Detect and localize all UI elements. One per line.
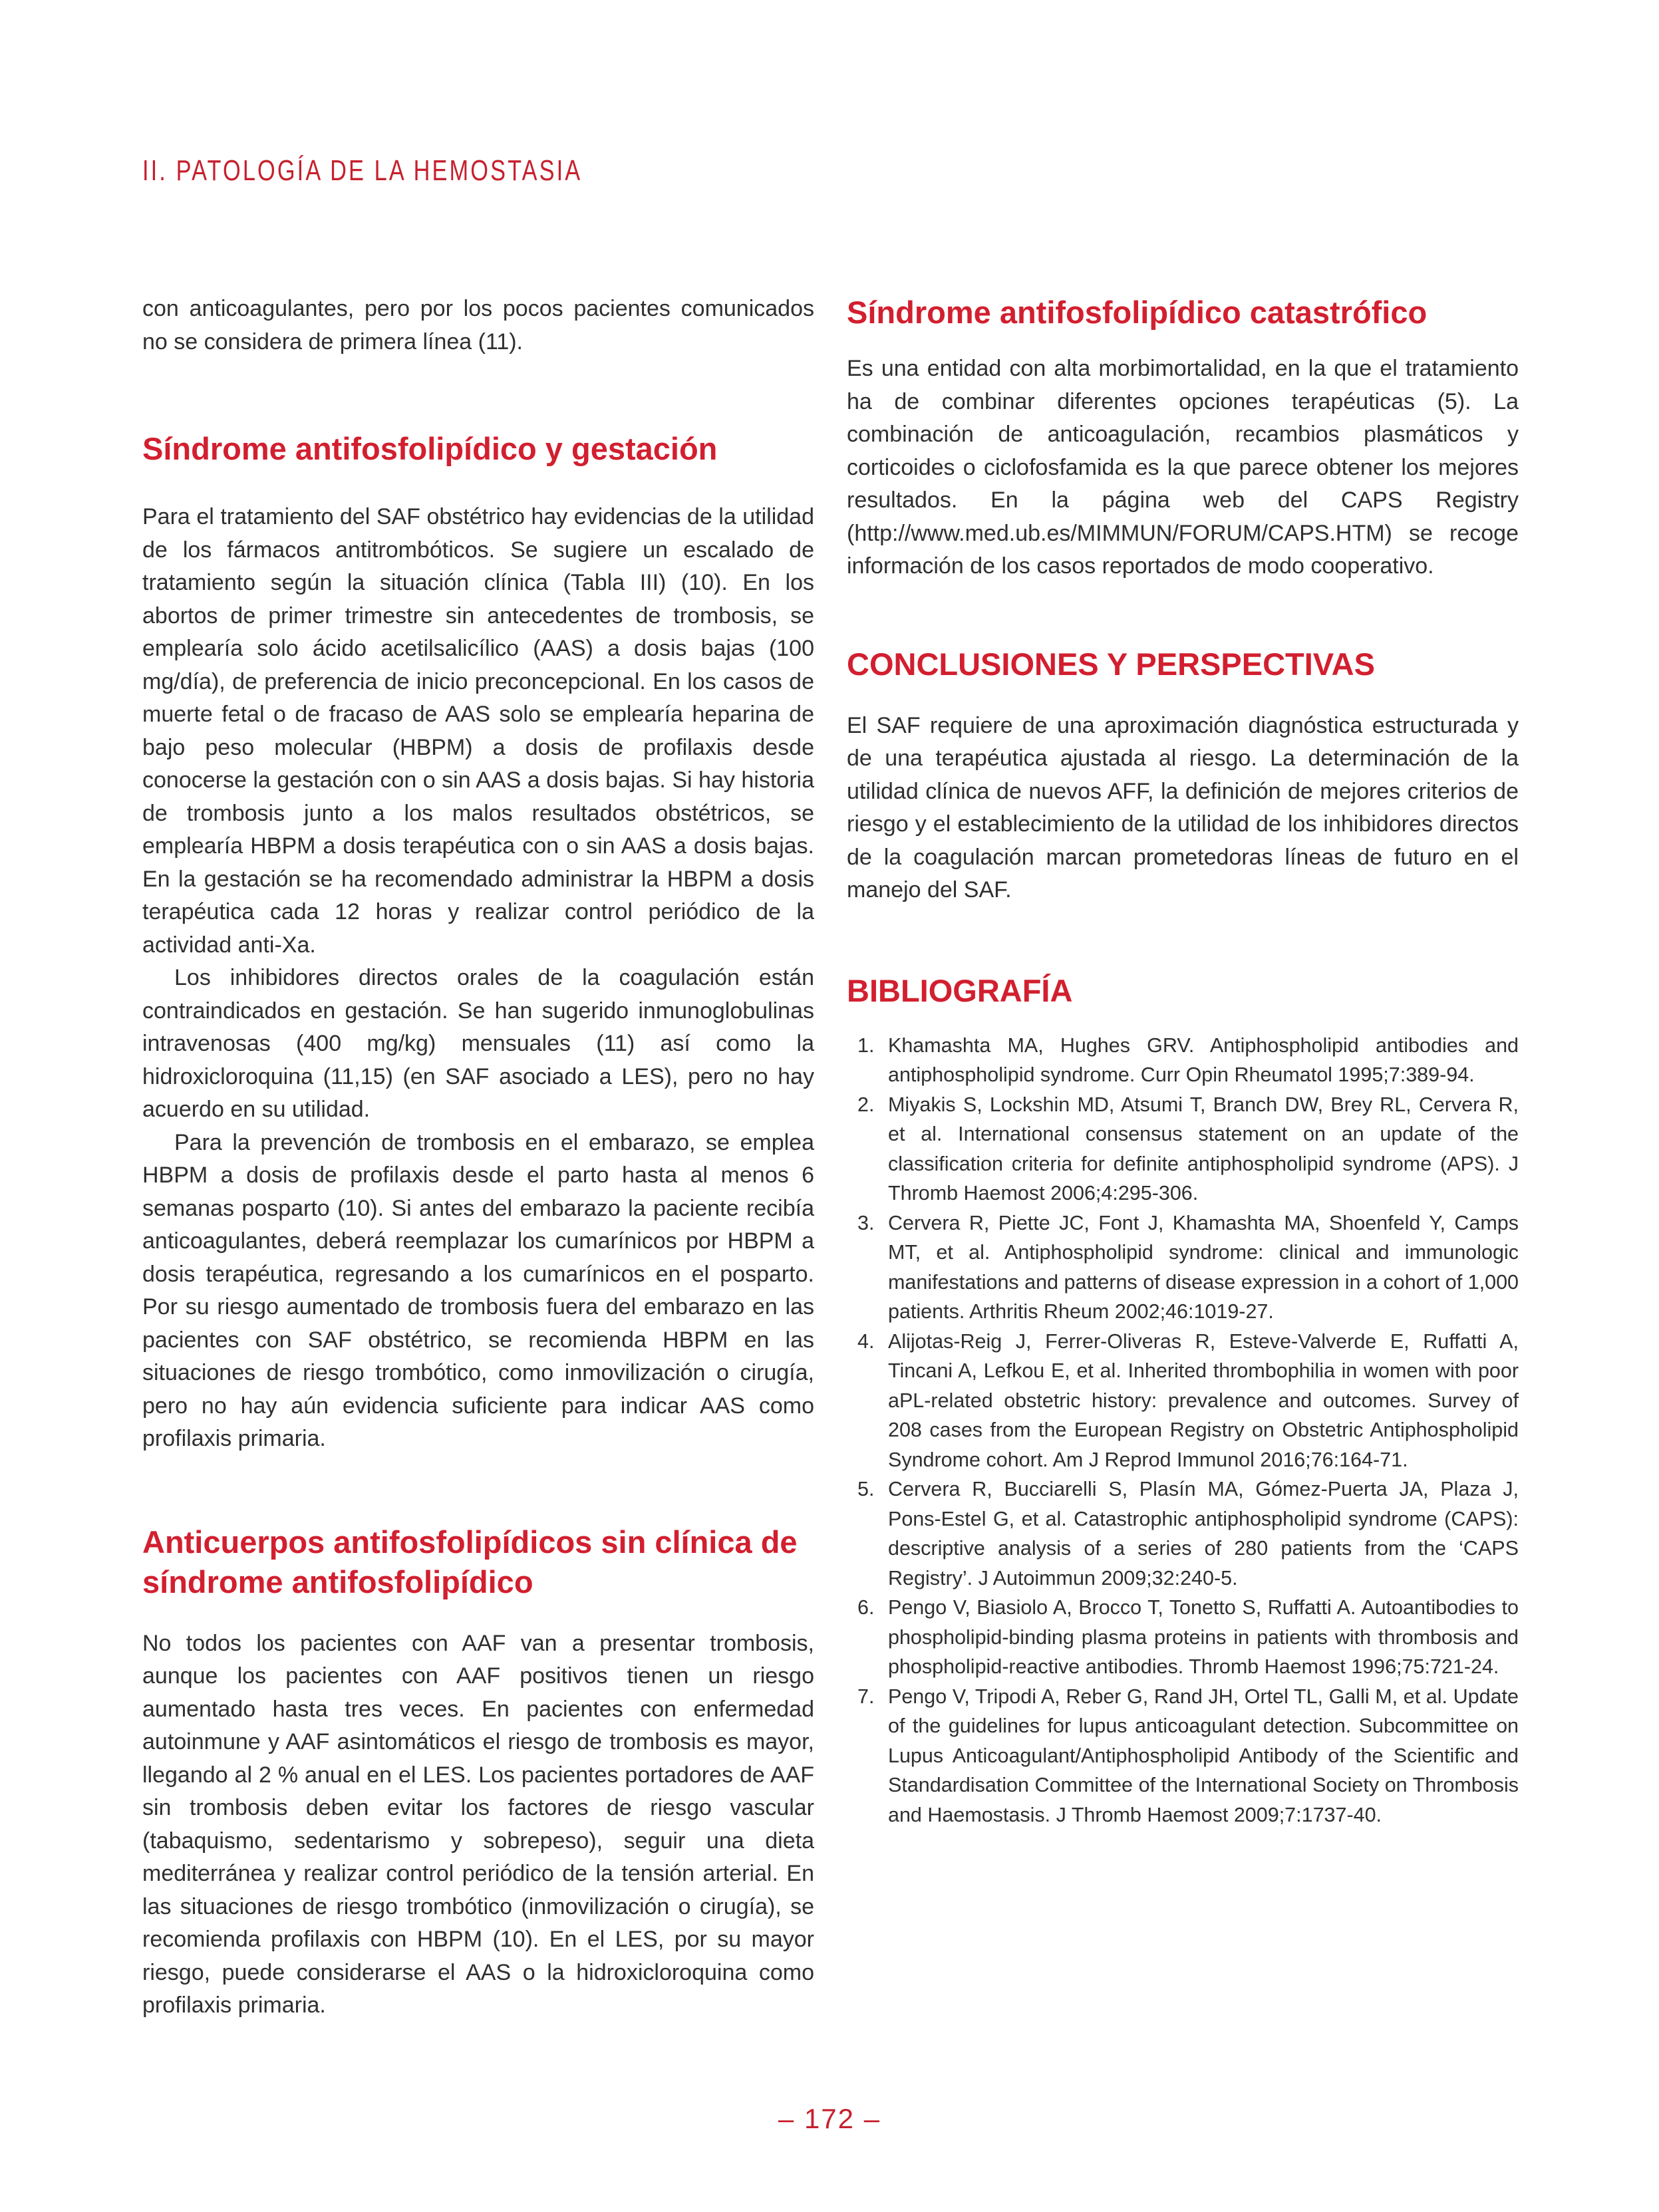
section-heading-conclusiones: CONCLUSIONES Y PERSPECTIVAS — [847, 646, 1375, 682]
reference-text: Khamashta MA, Hughes GRV. Antiphospholipid antibodies and antiphospholipid syndrome. Curr Opin Rheumatol 1995;7:389-94. — [888, 1034, 1519, 1086]
conclusiones-paragraph-1: El SAF requiere de una aproximación diagnóstica estructurada y de una terapéutica ajustada al riesgo. La determinación de la utilidad clínica de nuevos AFF, la definición de mejores criterios de riesgo y el establecimiento de la utilidad de los inhibidores directos de la coagulación marcan prometedoras líneas de futuro en el manejo del SAF. — [847, 712, 1519, 902]
reference-item — [847, 1090, 1519, 1208]
reference-item — [847, 1593, 1519, 1682]
reference-item — [847, 1208, 1519, 1327]
catastrofico-paragraph-1: Es una entidad con alta morbimortalidad, en la que el tratamiento ha de combinar diferentes opciones terapéuticas (5). La combinación de anticoagulación, recambios plasmáticos y corticoides o ciclofosfamida es la que parece obtener los mejores resultados. En la página web del CAPS Registry (http://www.med.ub.es/MIMMUN/FORUM/CAPS.HTM) se recoge información de los casos reportados de modo cooperativo. — [847, 356, 1519, 579]
reference-number: 1. — [857, 1034, 875, 1057]
reference-list — [847, 1031, 1519, 1830]
section-heading-catastrofico: Síndrome antifosfolipídico catastrófico — [847, 295, 1428, 330]
reference-number: 4. — [857, 1329, 875, 1353]
reference-text: Miyakis S, Lockshin MD, Atsumi T, Branch DW, Brey RL, Cervera R, et al. International consensus statement on an update of the classification criteria for definite antiphospholipid syndrome (APS). J Thromb Haemost 2006;4:295-306. — [888, 1093, 1519, 1204]
reference-item — [847, 1682, 1519, 1830]
reference-text: Cervera R, Bucciarelli S, Plasín MA, Gómez-Puerta JA, Plaza J, Pons-Estel G, et al. Catastrophic antiphospholipid syndrome (CAPS): descriptive analysis of a series of 280 patients from the ‘CAPS Registry’. J Autoimmun 2009;32:240-5. — [888, 1478, 1519, 1590]
reference-number: 6. — [857, 1596, 875, 1619]
anticuerpos-paragraph-1: No todos los pacientes con AAF van a presentar trombosis, aunque los pacientes con AAF positivos tienen un riesgo aumentado hasta tres veces. En pacientes con enfermedad autoinmune y AAF asintomáticos el riesgo de trombosis es mayor, llegando al 2 % anual en el LES. Los pacientes portadores de AAF sin trombosis deben evitar los factores de riesgo vascular (tabaquismo, sedentarismo y sobrepeso), seguir una dieta mediterránea y realizar control periódico de la tensión arterial. En las situaciones de riesgo trombótico (inmovilización o cirugía), se recomienda profilaxis con HBPM (10). En el LES, por su mayor riesgo, puede considerarse el AAS o la hidroxicloroquina como profilaxis primaria. — [142, 1630, 814, 2018]
reference-text: Pengo V, Tripodi A, Reber G, Rand JH, Ortel TL, Galli M, et al. Update of the guidelines for lupus anticoagulant detection. Subcommittee on Lupus Anticoagulant/Antiphospholipid Antibody of the Scientific and Standardisation Committee of the International Society on Thrombosis and Haemostasis. J Thromb Haemost 2009;7:1737-40. — [888, 1685, 1519, 1826]
gestacion-paragraph-2: Los inhibidores directos orales de la coagulación están contraindicados en gestación. Se han sugerido inmunoglobulinas intravenosas (400 mg/kg) mensuales (11) así como la hidroxicloroquina (11,15) (en SAF asociado a LES), pero no hay acuerdo en su utilidad. — [142, 965, 814, 1122]
gestacion-paragraph-3: Para la prevención de trombosis en el embarazo, se emplea HBPM a dosis de profilaxis desde el parto hasta al menos 6 semanas posparto (10). Si antes del embarazo la paciente recibía anticoagulantes, deberá reemplazar los cumarínicos por HBPM a dosis terapéutica, regresando a los cumarínicos en el posparto. Por su riesgo aumentado de trombosis fuera del embarazo en las pacientes con SAF obstétrico, se recomienda HBPM en las situaciones de riesgo trombótico, como inmovilización o cirugía, pero no hay aún evidencia suficiente para indicar AAS como profilaxis primaria. — [142, 1129, 814, 1451]
reference-text: Alijotas-Reig J, Ferrer-Oliveras R, Esteve-Valverde E, Ruffatti A, Tincani A, Lefkou E, et al. Inherited thrombophilia in women with poor aPL-related obstetric history: prevalence and outcomes. Survey of 208 cases from the European Registry on Obstetric Antiphospholipid Syndrome cohort. Am J Reprod Immunol 2016;76:164-71. — [888, 1329, 1519, 1471]
reference-text: Cervera R, Piette JC, Font J, Khamashta MA, Shoenfeld Y, Camps MT, et al. Antiphospholipid syndrome: clinical and immunologic manifestations and patterns of disease expression in a cohort of 1,000 patients. Arthritis Rheum 2002;46:1019-27. — [888, 1211, 1519, 1323]
reference-number: 7. — [857, 1685, 875, 1708]
intro-paragraph: con anticoagulantes, pero por los pocos pacientes comunicados no se considera de primera línea (11). — [142, 296, 814, 354]
reference-number: 5. — [857, 1478, 875, 1500]
right-column — [847, 293, 1519, 1830]
reference-item — [847, 1031, 1519, 1090]
reference-item — [847, 1327, 1519, 1475]
reference-number: 2. — [857, 1093, 875, 1116]
running-header: II. PATOLOGÍA DE LA HEMOSTASIA — [142, 154, 583, 187]
left-column — [142, 293, 814, 2022]
section-heading-bibliografia: BIBLIOGRAFÍA — [847, 972, 1073, 1008]
page-number: – 172 – — [778, 2103, 881, 2134]
section-heading-gestacion: Síndrome antifosfolipídico y gestación — [142, 431, 718, 466]
reference-number: 3. — [857, 1211, 875, 1234]
gestacion-paragraph-1: Para el tratamiento del SAF obstétrico hay evidencias de la utilidad de los fármacos antitrombóticos. Se sugiere un escalado de tratamiento según la situación clínica (Tabla III) (10). En los abortos de primer trimestre sin antecedentes de trombosis, se emplearía solo ácido acetilsalicílico (AAS) a dosis bajas (100 mg/día), de preferencia de inicio preconcepcional. En los casos de muerte fetal o de fracaso de AAS solo se emplearía heparina de bajo peso molecular (HBPM) a dosis de profilaxis desde conocerse la gestación con o sin AAS a dosis bajas. Si hay historia de trombosis junto a los malos resultados obstétricos, se emplearía HBPM a dosis terapéutica con o sin AAS a dosis bajas. En la gestación se ha recomendado administrar la HBPM a dosis terapéutica cada 12 horas y realizar control periódico de la actividad anti-Xa. — [142, 504, 814, 958]
reference-text: Pengo V, Biasiolo A, Brocco T, Tonetto S, Ruffatti A. Autoantibodies to phospholipid-binding plasma proteins in patients with thrombosis and phospholipid-reactive antibodies. Thromb Haemost 1996;75:721-24. — [888, 1596, 1519, 1678]
reference-item — [847, 1474, 1519, 1593]
section-heading-anticuerpos: Anticuerpos antifosfolipídicos sin clínica de síndrome antifosfolipídico — [142, 1524, 798, 1599]
